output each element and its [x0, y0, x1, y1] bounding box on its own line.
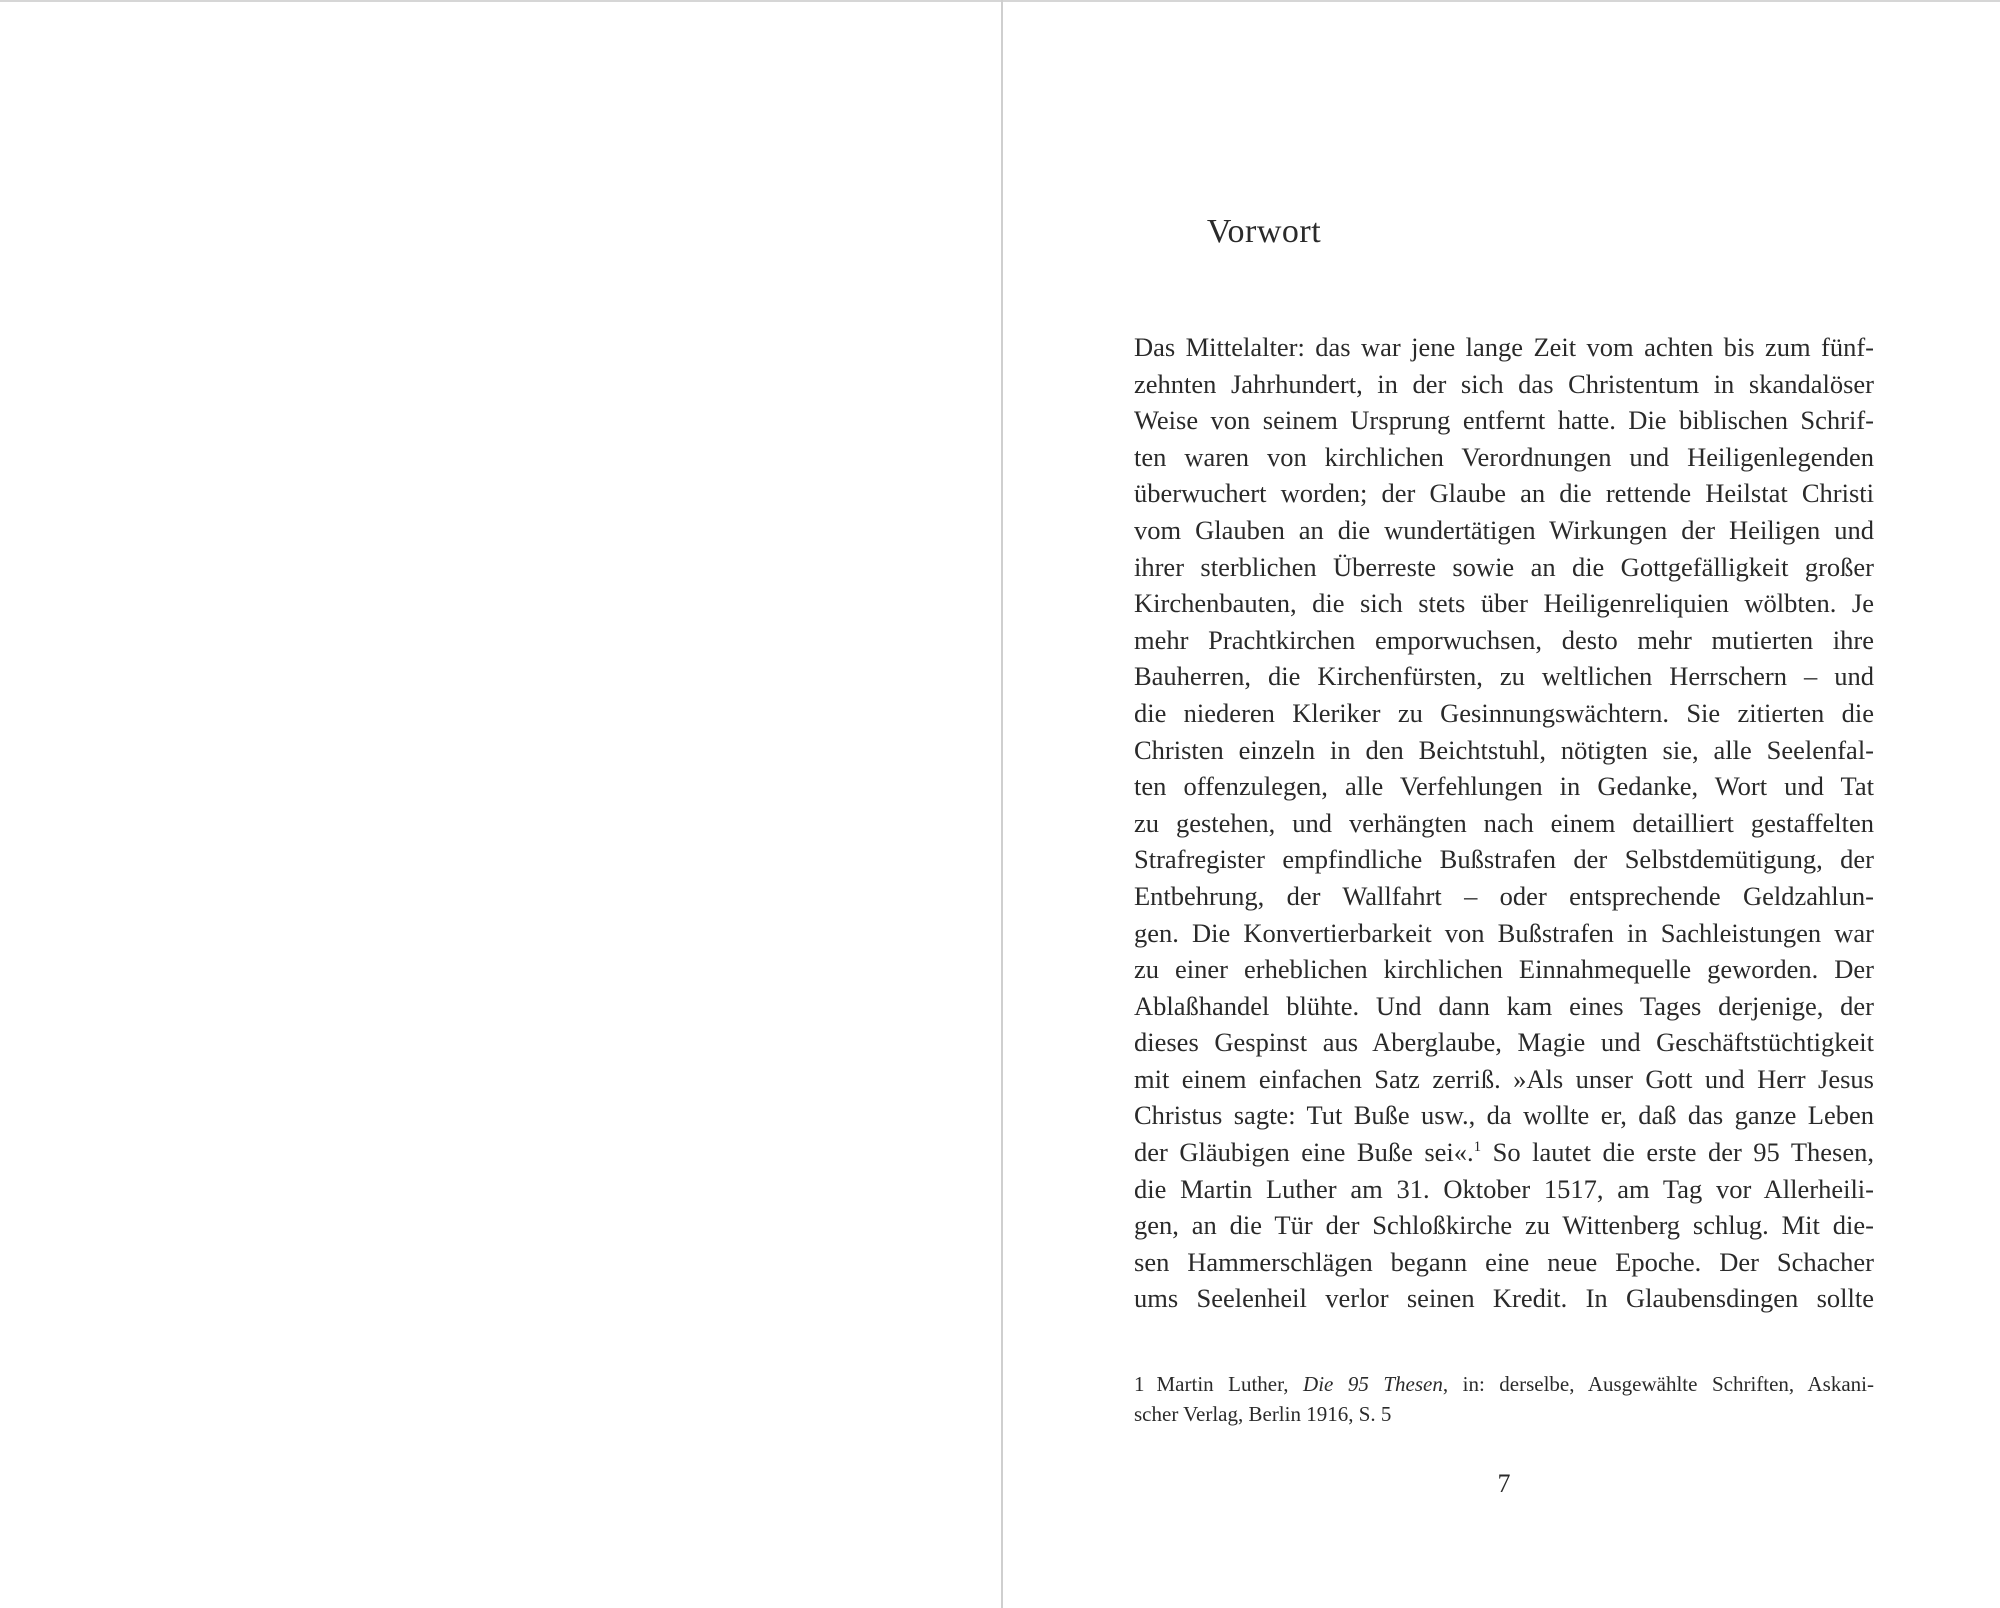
- footnote-author: Martin Luther,: [1156, 1372, 1289, 1396]
- body-line: mehr Prachtkirchen emporwuchsen, desto mehr mutierten ihre: [1134, 624, 1874, 655]
- footnote: [1134, 1369, 1874, 1429]
- footnote-number: 1: [1134, 1372, 1145, 1396]
- body-line: ihrer sterblichen Überreste sowie an die Gottgefälligkeit großer: [1134, 551, 1874, 582]
- body-line: Weise von seinem Ursprung entfernt hatte. Die biblischen Schrif-: [1134, 405, 1874, 436]
- body-line: Bauherren, die Kirchenfürsten, zu weltlichen Herrschern – und: [1134, 661, 1874, 692]
- body-line: zu gestehen, und verhängten nach einem detailliert gestaffelten: [1134, 807, 1874, 838]
- body-line: Entbehrung, der Wallfahrt – oder entsprechende Geldzahlun-: [1134, 880, 1874, 911]
- body-line-with-footnote-ref: [1134, 1134, 1874, 1171]
- body-line: die niederen Kleriker zu Gesinnungswächtern. Sie zitierten die: [1134, 697, 1874, 728]
- text-after-note: So lautet die erste der 95 Thesen,: [1481, 1137, 1874, 1168]
- body-line: die Martin Luther am 31. Oktober 1517, am Tag vor Allerheili-: [1134, 1173, 1874, 1204]
- page-number: 7: [1497, 1469, 1511, 1498]
- body-line: ten offenzulegen, alle Verfehlungen in Gedanke, Wort und Tat: [1134, 771, 1874, 802]
- body-line: überwuchert worden; der Glaube an die rettende Heilstat Christi: [1134, 478, 1874, 509]
- body-line: Kirchenbauten, die sich stets über Heiligenreliquien wölbten. Je: [1134, 588, 1874, 619]
- body-line: Ablaßhandel blühte. Und dann kam eines Tages derjenige, der: [1134, 990, 1874, 1021]
- left-page-blank: [0, 2, 1001, 1608]
- body-line: ten waren von kirchlichen Verordnungen und Heiligenlegenden: [1134, 441, 1874, 472]
- body-line: ums Seelenheil verlor seinen Kredit. In Glaubensdingen sollte: [1134, 1283, 1874, 1314]
- body-line: zu einer erheblichen kirchlichen Einnahmequelle geworden. Der: [1134, 954, 1874, 985]
- body-line: Christen einzeln in den Beichtstuhl, nötigten sie, alle Seelenfal-: [1134, 734, 1874, 765]
- body-line: gen. Die Konvertierbarkeit von Bußstrafen in Sachleistungen war: [1134, 917, 1874, 948]
- body-line: sen Hammerschlägen begann eine neue Epoche. Der Schacher: [1134, 1246, 1874, 1277]
- body-line: Das Mittelalter: das war jene lange Zeit vom achten bis zum fünf-: [1134, 332, 1874, 362]
- footnote-reference: 1: [1473, 1139, 1482, 1156]
- body-line: Christus sagte: Tut Buße usw., da wollte er, daß das ganze Leben: [1134, 1100, 1874, 1131]
- text-before-note: der Gläubigen eine Buße sei«.: [1134, 1137, 1474, 1168]
- footnote-line: scher Verlag, Berlin 1916, S. 5: [1134, 1402, 1392, 1426]
- body-line: Strafregister empfindliche Bußstrafen der Selbstdemütigung, der: [1134, 844, 1874, 875]
- body-line: zehnten Jahrhundert, in der sich das Christentum in skandalöser: [1134, 368, 1874, 399]
- body-line: mit einem einfachen Satz zerriß. »Als unser Gott und Herr Jesus: [1134, 1063, 1874, 1094]
- chapter-title: Vorwort: [1206, 213, 1322, 250]
- footnote-rest: , in: derselbe, Ausgewählte Schriften, Askani-: [1442, 1372, 1874, 1396]
- footnote-title: Die 95 Thesen: [1303, 1372, 1443, 1396]
- body-text: [1134, 329, 1874, 1317]
- body-line: vom Glauben an die wundertätigen Wirkungen der Heiligen und: [1134, 514, 1874, 545]
- body-line: gen, an die Tür der Schloßkirche zu Wittenberg schlug. Mit die-: [1134, 1210, 1874, 1241]
- body-line: dieses Gespinst aus Aberglaube, Magie und Geschäftstüchtigkeit: [1134, 1027, 1874, 1058]
- footnote-line: [1134, 1369, 1874, 1399]
